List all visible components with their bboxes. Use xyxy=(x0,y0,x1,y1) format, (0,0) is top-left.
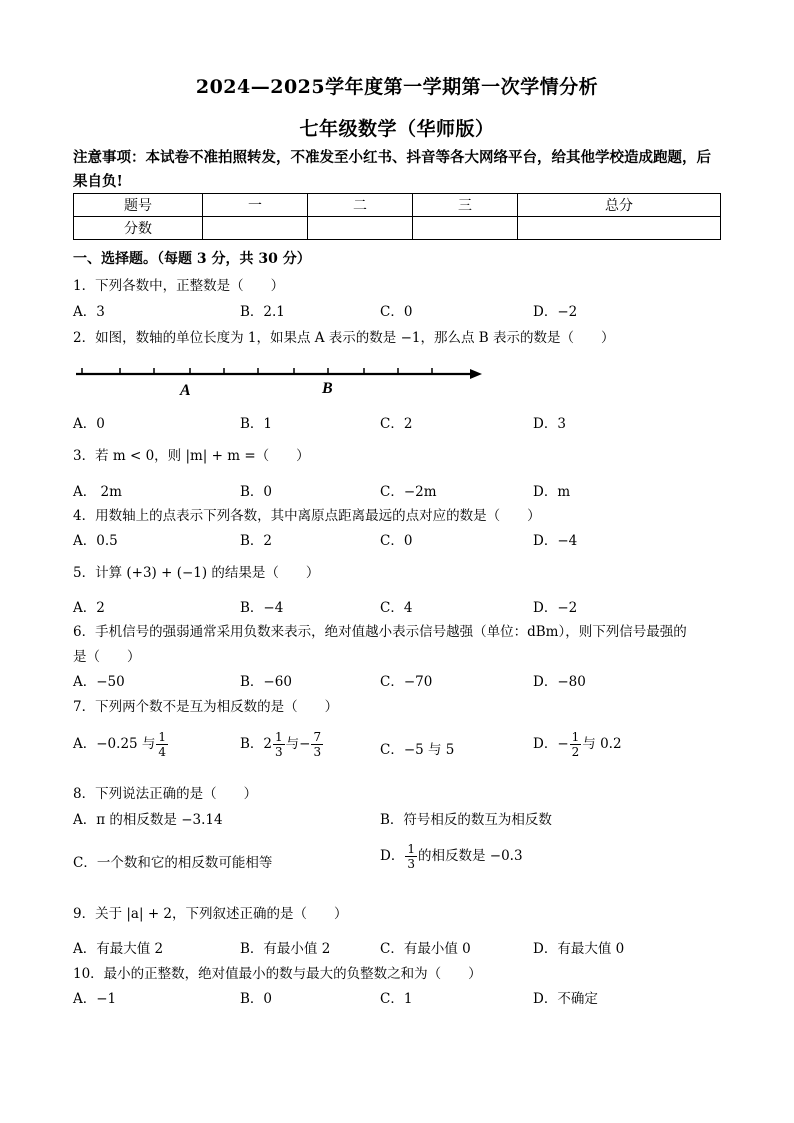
question-9-option-d[interactable]: D．有最大值 0 xyxy=(533,941,625,957)
question-2-option-d[interactable]: D．3 xyxy=(533,416,566,432)
score-input-cell[interactable] xyxy=(518,217,721,240)
fraction-denominator: 4 xyxy=(158,745,167,759)
question-4-option-c[interactable]: C．0 xyxy=(380,533,413,549)
fraction xyxy=(405,842,417,871)
question-3-stem: 3．若 m < 0，则 |m| + m =（ ） xyxy=(73,448,310,464)
option-connector: 与− xyxy=(285,736,311,752)
option-label: D． xyxy=(380,848,405,864)
score-table-cell: 一 xyxy=(203,194,308,217)
fraction-denominator: 3 xyxy=(275,745,283,759)
number-line-figure xyxy=(74,362,484,402)
fraction xyxy=(156,730,168,759)
question-1-option-a[interactable]: A．3 xyxy=(73,304,105,320)
question-8-option-b[interactable]: B．符号相反的数互为相反数 xyxy=(380,812,552,828)
question-7-option-d[interactable] xyxy=(533,730,622,759)
question-5-stem: 5．计算 (+3) + (−1) 的结果是（ ） xyxy=(73,565,320,581)
question-10-option-c[interactable]: C．1 xyxy=(380,991,413,1007)
question-1-option-c[interactable]: C．0 xyxy=(380,304,413,320)
score-input-cell[interactable] xyxy=(203,217,308,240)
section-title: 一、选择题。（每题 3 分，共 30 分） xyxy=(73,251,311,267)
fraction xyxy=(273,730,285,759)
score-table-header-row xyxy=(74,194,721,217)
question-1-option-b[interactable]: B．2.1 xyxy=(240,304,285,320)
question-3-option-d[interactable]: D．m xyxy=(533,484,571,500)
question-5-option-b[interactable]: B．−4 xyxy=(240,600,284,616)
notice-text: 注意事项：本试卷不准拍照转发，不准发至小红书、抖音等各大网络平台，给其他学校造成跑题，后果自负! xyxy=(73,149,711,190)
question-8-option-c[interactable]: C．一个数和它的相反数可能相等 xyxy=(73,855,273,871)
question-2-option-c[interactable]: C．2 xyxy=(380,416,413,432)
question-9-stem: 9．关于 |a| + 2，下列叙述正确的是（ ） xyxy=(73,906,348,922)
fraction-denominator: 3 xyxy=(313,745,322,759)
question-4-option-d[interactable]: D．−4 xyxy=(533,533,578,549)
question-4-option-a[interactable]: A．0.5 xyxy=(73,533,118,549)
question-6-stem-line2: 是（ ） xyxy=(73,649,141,665)
question-10-option-a[interactable]: A．−1 xyxy=(73,991,117,1007)
question-10-option-d[interactable]: D．不确定 xyxy=(533,991,598,1007)
score-table-cell: 三 xyxy=(413,194,518,217)
fraction xyxy=(311,730,323,759)
option-label: B．2 xyxy=(240,736,273,752)
question-3-option-a[interactable]: A． 2m xyxy=(73,484,122,500)
fraction-numerator: 1 xyxy=(158,730,167,744)
option-tail: 与 0.2 xyxy=(582,736,622,752)
question-2-option-a[interactable]: A．0 xyxy=(73,416,105,432)
score-input-cell[interactable] xyxy=(308,217,413,240)
option-tail: 的相反数是 −0.3 xyxy=(417,848,523,864)
score-table-score-row xyxy=(74,217,721,240)
question-2-stem: 2．如图，数轴的单位长度为 1，如果点 A 表示的数是 −1，那么点 B 表示的数是（ ） xyxy=(73,330,615,346)
question-6-option-c[interactable]: C．−70 xyxy=(380,674,433,690)
question-7-option-a[interactable] xyxy=(73,730,169,759)
score-table xyxy=(73,193,721,240)
number-line-arrow-icon xyxy=(470,369,482,379)
fraction-numerator: 7 xyxy=(313,730,322,744)
question-8-stem: 8．下列说法正确的是（ ） xyxy=(73,786,258,802)
question-10-option-b[interactable]: B．0 xyxy=(240,991,273,1007)
question-7-option-b[interactable] xyxy=(240,730,324,759)
question-1-stem: 1．下列各数中，正整数是（ ） xyxy=(73,278,285,294)
score-input-cell[interactable] xyxy=(413,217,518,240)
point-a-label: A xyxy=(180,382,191,399)
fraction-numerator: 1 xyxy=(275,730,283,744)
score-table-cell: 分数 xyxy=(74,217,203,240)
question-3-option-c[interactable]: C．−2m xyxy=(380,484,437,500)
fraction-numerator: 1 xyxy=(571,730,580,744)
question-8-option-d[interactable] xyxy=(380,842,523,871)
question-9-option-a[interactable]: A．有最大值 2 xyxy=(73,941,164,957)
question-6-option-d[interactable]: D．−80 xyxy=(533,674,586,690)
question-2-option-b[interactable]: B．1 xyxy=(240,416,273,432)
question-7-option-c[interactable]: C．−5 与 5 xyxy=(380,742,455,758)
question-5-option-c[interactable]: C．4 xyxy=(380,600,413,616)
score-table-cell: 总分 xyxy=(518,194,721,217)
question-1-option-d[interactable]: D．−2 xyxy=(533,304,578,320)
question-10-stem: 10．最小的正整数，绝对值最小的数与最大的负整数之和为（ ） xyxy=(73,966,482,982)
question-8-option-a[interactable]: A．π 的相反数是 −3.14 xyxy=(73,812,223,828)
score-table-cell: 题号 xyxy=(74,194,203,217)
exam-title: 2024—2025学年度第一学期第一次学情分析 xyxy=(195,76,599,98)
question-9-option-c[interactable]: C．有最小值 0 xyxy=(380,941,471,957)
score-table-cell: 二 xyxy=(308,194,413,217)
question-9-option-b[interactable]: B．有最小值 2 xyxy=(240,941,331,957)
question-4-option-b[interactable]: B．2 xyxy=(240,533,273,549)
option-label: D．− xyxy=(533,736,569,752)
exam-subtitle: 七年级数学（华师版） xyxy=(299,118,495,140)
question-6-stem-line1: 6．手机信号的强弱通常采用负数来表示，绝对值越小表示信号越强（单位：dBm），则下列信号最强的 xyxy=(73,624,687,640)
point-b-label: B xyxy=(322,380,333,397)
question-7-stem: 7．下列两个数不是互为相反数的是（ ） xyxy=(73,699,339,715)
fraction-denominator: 2 xyxy=(571,745,580,759)
question-6-option-a[interactable]: A．−50 xyxy=(73,674,125,690)
fraction-numerator: 1 xyxy=(407,842,415,856)
option-label: A．−0.25 与 xyxy=(73,736,156,752)
fraction-denominator: 3 xyxy=(407,857,415,871)
question-3-option-b[interactable]: B．0 xyxy=(240,484,273,500)
question-5-option-d[interactable]: D．−2 xyxy=(533,600,578,616)
question-6-option-b[interactable]: B．−60 xyxy=(240,674,292,690)
fraction xyxy=(570,730,582,759)
question-4-stem: 4．用数轴上的点表示下列各数，其中离原点距离最远的点对应的数是（ ） xyxy=(73,508,541,524)
question-5-option-a[interactable]: A．2 xyxy=(73,600,105,616)
